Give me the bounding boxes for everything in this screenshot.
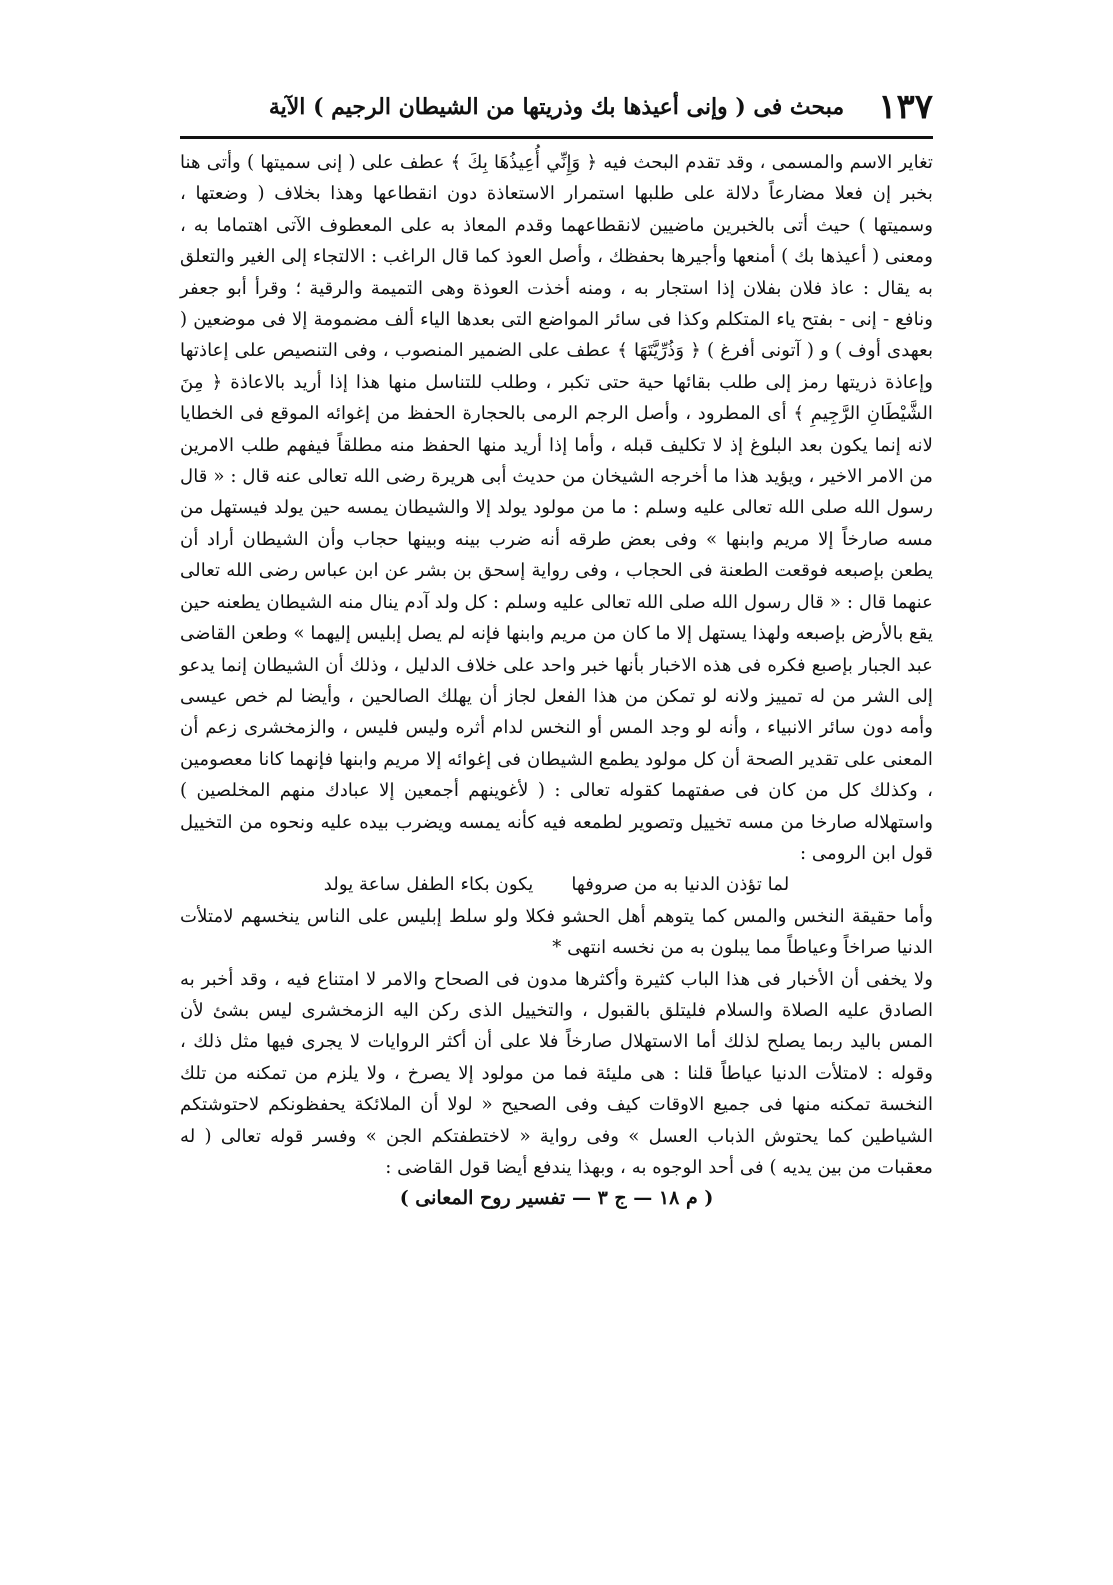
- paragraph-3: ولا يخفى أن الأخبار فى هذا الباب كثيرة وأكثرها مدون فى الصحاح والامر لا امتناع فيه ، وقد أخبر به الصادق عليه الصلاة والسلام فليتلق بالقبول ، والتخييل الذى ركن اليه الزمخشرى ليس بشئ لأن المس باليد ربما يصلح لذلك أما الاستهلال صارخاً فلا على أن أكثر الروايات لا يجرى فيها مثل ذلك ، وقوله : لامتلأت الدنيا عياطاً قلنا : هى مليئة فما من مولود إلا يصرخ ، ولا يلزم من تمكنه من تلك النخسة تمكنه منها فى جميع الاوقات كيف وفى الصحيح « لولا أن الملائكة يحفظونكم لاحتوشتكم الشياطين كما يحتوش الذباب العسل » وفى رواية « لاختطفتكم الجن » وفسر قوله تعالى ( له معقبات من بين يديه ) فى أحد الوجوه به ، وبهذا يندفع أيضا قول القاضى :: [180, 968, 933, 1178]
- poetry-verse: [180, 869, 933, 900]
- body-text: [180, 147, 933, 1183]
- header-rule: [180, 136, 933, 139]
- page-footer-signature: ( م ١٨ — ج ٣ — تفسير روح المعانى ): [399, 1187, 714, 1210]
- paragraph-1: تغاير الاسم والمسمى ، وقد تقدم البحث فيه ﴿ وَإِنِّي أُعِيذُهَا بِكَ ﴾ عطف على ( إنى سميتها ) وأتى هنا بخبر إن فعلا مضارعاً دلالة على طلبها استمرار الاستعاذة دون انقطاعها وهذا بخلاف ( وضعتها ، وسميتها ) حيث أتى بالخبرين ماضيين لانقطاعهما وقدم المعاذ به على المعطوف الآتى اهتماما به ، ومعنى ( أعيذها بك ) أمنعها وأجيرها بحفظك ، وأصل العوذ كما قال الراغب : الالتجاء إلى الغير والتعلق به يقال : عاذ فلان بفلان إذا استجار به ، ومنه أخذت العوذة وهى التميمة والرقية ؛ وقرأ أبو جعفر ونافع - إنى - بفتح ياء المتكلم وكذا فى سائر المواضع التى بعدها الياء ألف مضمومة إلا فى موضعين ( بعهدى أوف ) و ( آتونى أفرغ ) ﴿ وَذُرِّيَّتَهَا ﴾ عطف على الضمير المنصوب ، وفى التنصيص على إعاذتها وإعاذة ذريتها رمز إلى طلب بقائها حية حتى تكبر ، وطلب للتناسل منها هذا إذا أريد بالاعاذة ﴿ مِنَ الشَّيْطَانِ الرَّجِيمِ ﴾ أى المطرود ، وأصل الرجم الرمى بالحجارة الحفظ من إغوائه الموقع فى الخطايا لانه إنما يكون بعد البلوغ إذ لا تكليف قبله ، وأما إذا أريد منها الحفظ منه مطلقاً فيفهم طلب الامرين من الامر الاخير ، ويؤيد هذا ما أخرجه الشيخان من حديث أبى هريرة رضى الله تعالى عنه قال : « قال رسول الله صلى الله تعالى عليه وسلم : ما من مولود يولد إلا والشيطان يمسه حين يولد فيستهل من مسه صارخاً إلا مريم وابنها » وفى بعض طرقه أنه ضرب بينه وبينها حجاب وأن الشيطان أراد أن يطعن بإصبعه فوقعت الطعنة فى الحجاب ، وفى رواية إسحق بن بشر عن ابن عباس رضى الله تعالى عنهما قال : « قال رسول الله صلى الله تعالى عليه وسلم : كل ولد آدم ينال منه الشيطان يطعنه حين يقع بالأرض بإصبعه ولهذا يستهل إلا ما كان من مريم وابنها فإنه لم يصل إبليس إليهما » وطعن القاضى عبد الجبار بإصبع فكره فى هذه الاخبار بأنها خبر واحد على خلاف الدليل ، وذلك أن الشيطان إنما يدعو إلى الشر من له تمييز ولانه لو تمكن من هذا الفعل لجاز أن يهلك الصالحين ، وأيضا لم خص عيسى وأمه دون سائر الانبياء ، وأنه لو وجد المس أو النخس لدام أثره وليس فليس ، والزمخشرى زعم أن المعنى على تقدير الصحة أن كل مولود يطمع الشيطان فى إغوائه إلا مريم وابنها فإنهما كانا معصومين ، وكذلك كل من كان فى صفتهما كقوله تعالى : ( لأغوينهم أجمعين إلا عبادك منهم المخلصين ) واستهلاله صارخا من مسه تخييل وتصوير لطمعه فيه كأنه يمسه ويضرب بيده عليه ونحوه من التخييل قول ابن الرومى :: [180, 152, 933, 864]
- page-header: [180, 80, 933, 134]
- running-title: مبحث فى ( وإنى أعيذها بك وذريتها من الشيطان الرجيم ) الآية: [268, 94, 845, 120]
- paragraph-2: وأما حقيقة النخس والمس كما يتوهم أهل الحشو فكلا ولو سلط إبليس على الناس ينخسهم لامتلأت الدنيا صراخاً وعياطاً مما يبلون به من نخسه انتهى *: [180, 905, 933, 959]
- verse-hemistich-1: لما تؤذن الدنيا به من صروفها: [571, 874, 790, 896]
- page-number: ١٣٧: [878, 87, 933, 127]
- verse-hemistich-2: يكون بكاء الطفل ساعة يولد: [323, 874, 534, 896]
